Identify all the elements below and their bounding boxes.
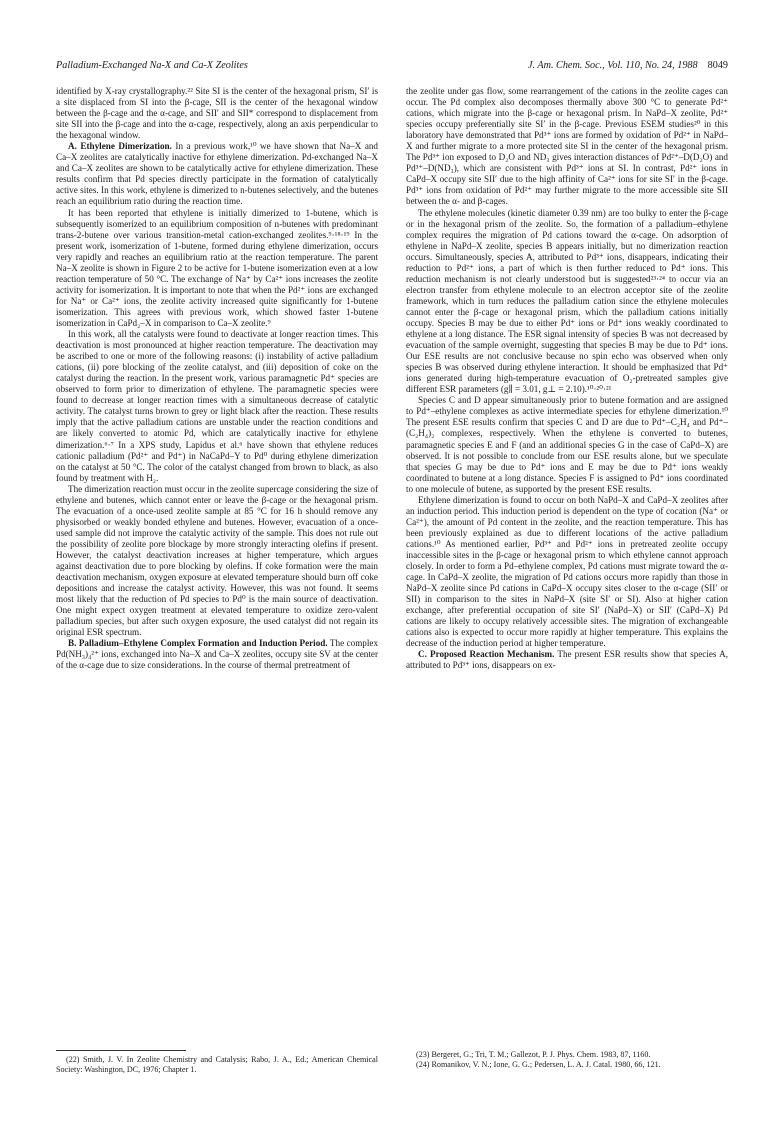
footnote: (24) Romanikov, V. N.; Ione, G. G.; Pedersen, L. A. J. Catal. 1980, 66, 121. [416, 1059, 661, 1069]
section-a-paragraph [56, 141, 378, 207]
footnote-rule [56, 1050, 186, 1051]
paragraph: identified by X-ray crystallography.²² Site SI is the center of the hexagonal prism, SI′ is a site displaced from SI into the β-cage, SII is the center of the hexagonal window between the β-cage and the α-cage, and SII′ and SII* correspond to displacement from site SII into the β-cage and into the α-cage, respectively, along an axis perpendicular to the hexagonal window. [56, 86, 378, 141]
footnotes-right [406, 1050, 728, 1070]
section-c-paragraph [406, 649, 728, 671]
footnote: (22) Smith, J. V. In Zeolite Chemistry and Catalysis; Rabo, J. A., Ed.; American Chemical Society: Washington, DC, 1976; Chapter 1. [56, 1055, 378, 1074]
section-a-body: In a previous work,¹⁰ we have shown that Na–X and Ca–X zeolites are catalytically inactive for ethylene dimerization. Pd-exchanged Na–X and Ca–X zeolites are shown to be catalytically active for ethylene dimerization. These results confirm that Pd species directly participate in the formation of catalytically active sites. In this work, ethylene is dimerized to n-butenes selectively, and the butenes reach an equilibrium ratio during the reaction time. [56, 141, 378, 207]
paragraph: Ethylene dimerization is found to occur on both NaPd–X and CaPd–X zeolites after an induction period. This induction period is dependent on the type of cocation (Na⁺ or Ca²⁺), the amount of Pd content in the zeolite, and the reaction temperature. This has been previously explained as due to different locations of the active palladium cations.¹⁰ As mentioned earlier, Pd³⁺ and Pd²⁺ ions in pretreated zeolite occupy inaccessible sites in the β-cage or hexagonal prism to which ethylene cannot approach closely. In order to form a Pd–ethylene complex, Pd cations must migrate toward the α-cage. In CaPd–X zeolite, the migration of Pd cations occurs more rapidly than those in NaPd–X zeolite since Pd cations in CaPd–X occupy sites closer to the α-cage (SII′ or SII) in comparison to the sites in NaPd–X (site SI′ or SI). Also at higher cation exchange, after preferential occupation of site SI′ (NaPd–X) or SII′ (CaPd–X) Pd cations are likely to occupy relatively accessible sites. The migration of exchangeable cations also is expected to occur more rapidly at higher temperature. This explains the decrease of the induction period at higher temperature. [406, 494, 728, 649]
paragraph: It has been reported that ethylene is initially dimerized to 1-butene, which is subsequently isomerized to an equilibrium composition of n-butenes with predominant trans-2-butene over various transition-metal cation-exchanged zeolites.⁹·¹⁸·¹⁹ In the present work, isomerization of 1-butene, formed during ethylene dimerization, occurs very rapidly and reaches an equilibrium ratio at the reaction temperature. The parent Na–X zeolite is shown in Figure 2 to be active for 1-butene isomerization even at a low reaction temperature of 50 °C. The exchange of Na⁺ by Ca²⁺ ions increases the zeolite activity for isomerization. It is important to note that when the Pd²⁺ ions are exchanged for Na⁺ or Ca²⁺ ions, the zeolite activity increased quite significantly for 1-butene isomerization. This agrees with previous work, which showed faster 1-butene isomerization in CaPd₂–X in comparison to Ca–X zeolite.⁹ [56, 207, 378, 328]
paragraph: The dimerization reaction must occur in the zeolite supercage considering the size of ethylene and butenes, which cannot enter or leave the β-cage or the hexagonal prism. The evacuation of a once-used zeolite sample at 85 °C for 16 h should remove any physisorbed or weakly bonded ethylene and butenes. However, evacuation of a once-used sample did not improve the catalytic activity of the sample. This does not rule out the possibility of zeolite pore blockage by more strongly interacting olefins if present. However, the catalyst deactivation increases at higher temperature, which argues against deactivation due to pore blocking by olefins. If coke formation were the main deactivation mechanism, oxygen exposure at elevated temperature should burn off coke depositions and increase the catalyst activity. However, this was not found. It seems most likely that the reduction of Pd species to Pd⁰ is the main source of deactivation. One might expect oxygen treatment at elevated temperature to oxidize zero-valent palladium species, but after such oxygen exposure, the used catalyst did not regain its original ESR spectrum. [56, 483, 378, 638]
header-journal [528, 60, 728, 71]
section-b-body: The complex Pd(NH₃)₄²⁺ ions, exchanged into Na–X and Ca–X zeolites, occupy site SV at the center of the α-cage due to size considerations. In the course of thermal pretreatment of [56, 638, 379, 671]
running-header [56, 60, 728, 76]
section-b-heading: B. Palladium–Ethylene Complex Formation and Induction Period. [68, 638, 328, 649]
header-title: Palladium-Exchanged Na-X and Ca-X Zeolites [56, 60, 248, 71]
section-b-paragraph [56, 638, 378, 671]
paragraph: the zeolite under gas flow, some rearrangement of the cations in the zeolite cages can occur. The Pd complex also decomposes thermally above 300 °C to generate Pd²⁺ cations, which migrate into the β-cage or hexagonal prism. In NaPd–X zeolite, Pd²⁺ species occupy preferentially site SI′ in the β-cage. Previous ESEM studies²⁰ in this laboratory have demonstrated that Pd³⁺ ions are formed by oxidation of Pd²⁺ in NaPd–X and further migrate to a more protected site SI in the center of the hexagonal prism. The Pd³⁺ ion exposed to D₂O and ND₃ gives interaction distances of Pd²⁺–D(D₂O) and Pd³⁺–D(ND₃), which are consistent with Pd³⁺ ions at SI. In contrast, Pd²⁺ ions in CaPd–X occupy site SII′ due to the high affinity of Ca²⁺ ions for site SI′ in the β-cage. Pd³⁺ ions from oxidation of Pd²⁺ may further migrate to the more accessible site SII between the α- and β-cages. [406, 86, 728, 207]
paragraph: The ethylene molecules (kinetic diameter 0.39 nm) are too bulky to enter the β-cage or in the hexagonal prism of the zeolite. So, the formation of a palladium–ethylene complex requires the migration of Pd cations toward the α-cage. On adsorption of ethylene in NaPd–X zeolite, species B appears initially, but no dimerization reaction occurs. Simultaneously, species A, attributed to Pd³⁺ ions, disappears, indicating their reduction to Pd²⁺ ions, a part of which is then further reduced to Pd⁺ ions. This reduction mechanism is not clearly understood but is suggested²³·²⁴ to occur via an electron transfer from ethylene molecule to an electron acceptor site of the zeolite framework, which in turn reduces the palladium cation since the ethylene molecules cannot enter the β-cage or hexagonal prism, which the palladium cations initially occupy. Species B may be due to either Pd⁺ ions or Pd⁺ ions weakly coordinated to ethylene at a long distance. The ESR signal intensity of species B was not decreased by evacuation of the sample overnight, suggesting that species B may be due to Pd⁺ ions. Our ESE results are not conclusive because no spin echo was observed when only species B was observed during ethylene interaction. It should be emphasized that Pd⁺ ions generated during high-temperature evacuation of O₂-pretreated samples give different ESR parameters (g∥ = 3.01, g⊥ = 2.10).¹⁰·²⁰·²¹ [406, 207, 728, 395]
section-c-body: The present ESR results show that species A, attributed to Pd³⁺ ions, disappears on ex- [406, 649, 728, 671]
section-a-heading: A. Ethylene Dimerization. [68, 141, 172, 152]
footnote: (23) Bergeret, G.; Tri, T. M.; Gallezot, P. J. Phys. Chem. 1983, 87, 1160. [416, 1050, 651, 1059]
left-column [56, 86, 378, 671]
section-c-heading: C. Proposed Reaction Mechanism. [418, 649, 555, 660]
page-number: 8049 [707, 60, 728, 71]
journal-citation: J. Am. Chem. Soc., Vol. 110, No. 24, 1988 [527, 60, 698, 71]
footnotes-left [56, 1050, 378, 1075]
right-column [406, 86, 728, 671]
paragraph: Species C and D appear simultaneously prior to butene formation and are assigned to Pd⁺–ethylene complexes as active intermediate species for ethylene dimerization.¹⁰ The present ESE results confirm that species C and D are due to Pd⁺–C₂H₄ and Pd⁺–(C₂H₄)₂ complexes, respectively. When the ethylene is converted to butenes, paramagnetic species E and F (and an additional species G in the case of CaPd–X) are observed. It is not possible to conclude from our ESE results alone, but we speculate that species G may be due to Pd⁺ ions and E may be due to Pd⁺ ions weakly coordinated to butene at a long distance. Species F is assigned to Pd⁺ ions coordinated to one molecule of butene, as supported by the present ESE results. [406, 395, 728, 494]
paragraph: In this work, all the catalysts were found to deactivate at longer reaction times. This deactivation is most pronounced at higher reaction temperature. The deactivation may be ascribed to one or more of the following reasons: (i) instability of active palladium cations, (ii) pore blocking of the zeolite catalyst, and (iii) deposition of coke on the catalyst during the reaction. In the present work, various paramagnetic Pd⁺ species are observed to form prior to dimerization of ethylene. The paramagnetic species were found to decrease at longer reaction times with a simultaneous decrease of catalytic activity. The catalyst turns brown to grey or light black after the reaction. These results imply that the active palladium cations are unstable under the reaction conditions and are likely converted to atomic Pd, which are catalytically inactive for ethylene dimerization.⁶·⁷ In a XPS study, Lapidus et al.⁶ have shown that ethylene reduces cationic palladium (Pd²⁺ and Pd⁺) in NaCaPd–Y to Pd⁰ during ethylene dimerization on the catalyst at 50 °C. The color of the catalyst changed from brown to black, as also found by treatment with H₂. [56, 329, 378, 483]
